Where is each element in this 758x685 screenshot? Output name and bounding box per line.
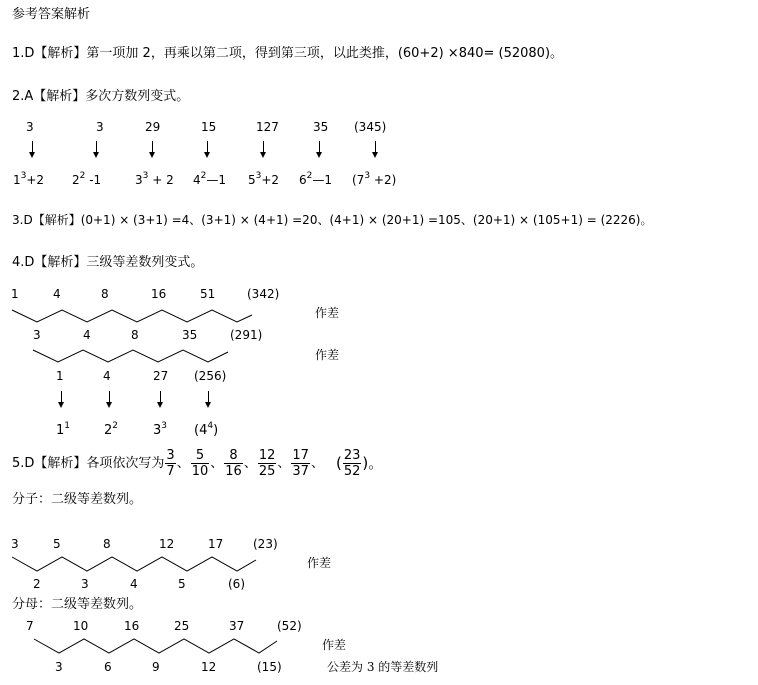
q4-row2-term: 35 bbox=[182, 328, 198, 342]
q4-diff-label-2: 作差 bbox=[315, 348, 340, 362]
q4-row2-term: (291) bbox=[230, 328, 263, 342]
q2-top-term: 127 bbox=[256, 120, 279, 134]
answer-4-header: 4.D【解析】三级等差数列变式。 bbox=[12, 255, 204, 270]
q5-num-diff-term: 2 bbox=[33, 577, 41, 591]
q5-num-diff-term: 4 bbox=[130, 577, 138, 591]
q2-top-term: 29 bbox=[145, 120, 161, 134]
q4-row1-term: 51 bbox=[200, 287, 216, 301]
q5-num-term: 17 bbox=[208, 537, 224, 551]
q4-row2-term: 8 bbox=[131, 328, 139, 342]
fraction: $\frac{12}{25}$ bbox=[258, 448, 276, 479]
fraction: $\frac{17}{37}$ bbox=[292, 448, 309, 479]
denominator-label: 分母：二级等差数列。 bbox=[12, 597, 143, 612]
fraction: $\frac{5}{10}$ bbox=[191, 448, 209, 479]
q5-den-diff-term: 3 bbox=[55, 660, 63, 674]
q5-den-diff-term: (15) bbox=[257, 660, 282, 674]
q5-num-term: 3 bbox=[11, 537, 19, 551]
q5-num-term: 12 bbox=[159, 537, 175, 551]
q4-power-term: $1^1$ bbox=[56, 421, 71, 438]
q5-den-term: 10 bbox=[73, 619, 89, 633]
q2-power-term: $5^3+2$ bbox=[248, 171, 280, 187]
q5-den-term: 16 bbox=[124, 619, 140, 633]
q5-den-diff-term: 12 bbox=[201, 660, 217, 674]
q4-row1-term: 16 bbox=[151, 287, 167, 301]
q4-row2-term: 4 bbox=[83, 328, 91, 342]
q4-power-term: $3^3$ bbox=[153, 421, 168, 438]
q2-top-term: 3 bbox=[26, 120, 34, 134]
q2-power-term: $2^2$ -1 bbox=[72, 171, 102, 187]
q5-num-diff-term: (6) bbox=[228, 577, 245, 591]
q5-num-diff-term: 3 bbox=[81, 577, 89, 591]
q2-top-term: (345) bbox=[354, 120, 387, 134]
q2-top-term: 35 bbox=[313, 120, 329, 134]
q5-den-diff-term: 6 bbox=[104, 660, 112, 674]
q2-power-term: $(7^3 +2)$ bbox=[352, 171, 397, 187]
q4-row1-term: 4 bbox=[53, 287, 61, 301]
q4-diff-label-1: 作差 bbox=[315, 306, 340, 320]
q5-den-term: 7 bbox=[26, 619, 34, 633]
numerator-label: 分子：二级等差数列。 bbox=[12, 492, 143, 507]
q4-row2-term: 3 bbox=[33, 328, 41, 342]
q4-row1-term: 1 bbox=[11, 287, 19, 301]
page-title: 参考答案解析 bbox=[12, 7, 91, 22]
q4-row3-term: 27 bbox=[153, 369, 169, 383]
q5-num-term: 5 bbox=[53, 537, 61, 551]
q2-power-term: $4^2—1$ bbox=[193, 171, 227, 187]
q2-power-term: $3^3 + 2$ bbox=[135, 171, 174, 187]
answer-3: 3.D【解析】(0+1) × (3+1) =4、(3+1) × (4+1) =20、(4+1) × (20+1) =105、(20+1) × (105+1) = (2226)。 bbox=[12, 213, 653, 227]
q5-den-term: (52) bbox=[277, 619, 302, 633]
q4-row1-term: (342) bbox=[247, 287, 280, 301]
q5-den-term: 37 bbox=[229, 619, 245, 633]
q2-power-term: $1^3+2$ bbox=[13, 171, 45, 187]
q2-top-term: 3 bbox=[96, 120, 104, 134]
answer-fraction: $\frac{23}{52}$ bbox=[343, 448, 361, 479]
q5-num-diff-term: 5 bbox=[178, 577, 186, 591]
answer-5-header: 5.D【解析】各项依次写为 $\frac{3}{7}$ 、 $\frac{5}{10}$ 、 $\frac{8}{16}$ 、 $\frac{12}{25}$ 、 $\frac{17}{37}$ 、 ( $\frac{23}{52}$ )。 bbox=[12, 448, 384, 479]
q5-diff-label-denominator: 作差 bbox=[322, 638, 347, 652]
q4-row3-term: (256) bbox=[194, 369, 227, 383]
q5-common-difference-note: 公差为 3 的等差数列 bbox=[327, 660, 439, 674]
q5-diff-label-numerator: 作差 bbox=[307, 556, 332, 570]
answer-5-header-text: 5.D【解析】各项依次写为 bbox=[12, 456, 165, 472]
q4-power-term: $2^2$ bbox=[104, 421, 119, 438]
answer-1: 1.D【解析】第一项加 2，再乘以第二项，得到第三项，以此类推，(60+2) ×840= (52080)。 bbox=[12, 46, 564, 61]
q5-den-diff-term: 9 bbox=[152, 660, 160, 674]
q4-row1-term: 8 bbox=[101, 287, 109, 301]
fraction: $\frac{3}{7}$ bbox=[166, 448, 175, 479]
q5-num-term: (23) bbox=[253, 537, 278, 551]
q2-top-term: 15 bbox=[201, 120, 217, 134]
fraction: $\frac{8}{16}$ bbox=[225, 448, 242, 479]
q4-power-term: $(4^4)$ bbox=[194, 421, 219, 438]
q4-row3-term: 4 bbox=[103, 369, 111, 383]
q5-den-term: 25 bbox=[174, 619, 190, 633]
answer-2-header: 2.A【解析】多次方数列变式。 bbox=[12, 89, 190, 104]
q2-power-term: $6^2—1$ bbox=[299, 171, 333, 187]
q5-num-term: 8 bbox=[103, 537, 111, 551]
q4-row3-term: 1 bbox=[56, 369, 64, 383]
